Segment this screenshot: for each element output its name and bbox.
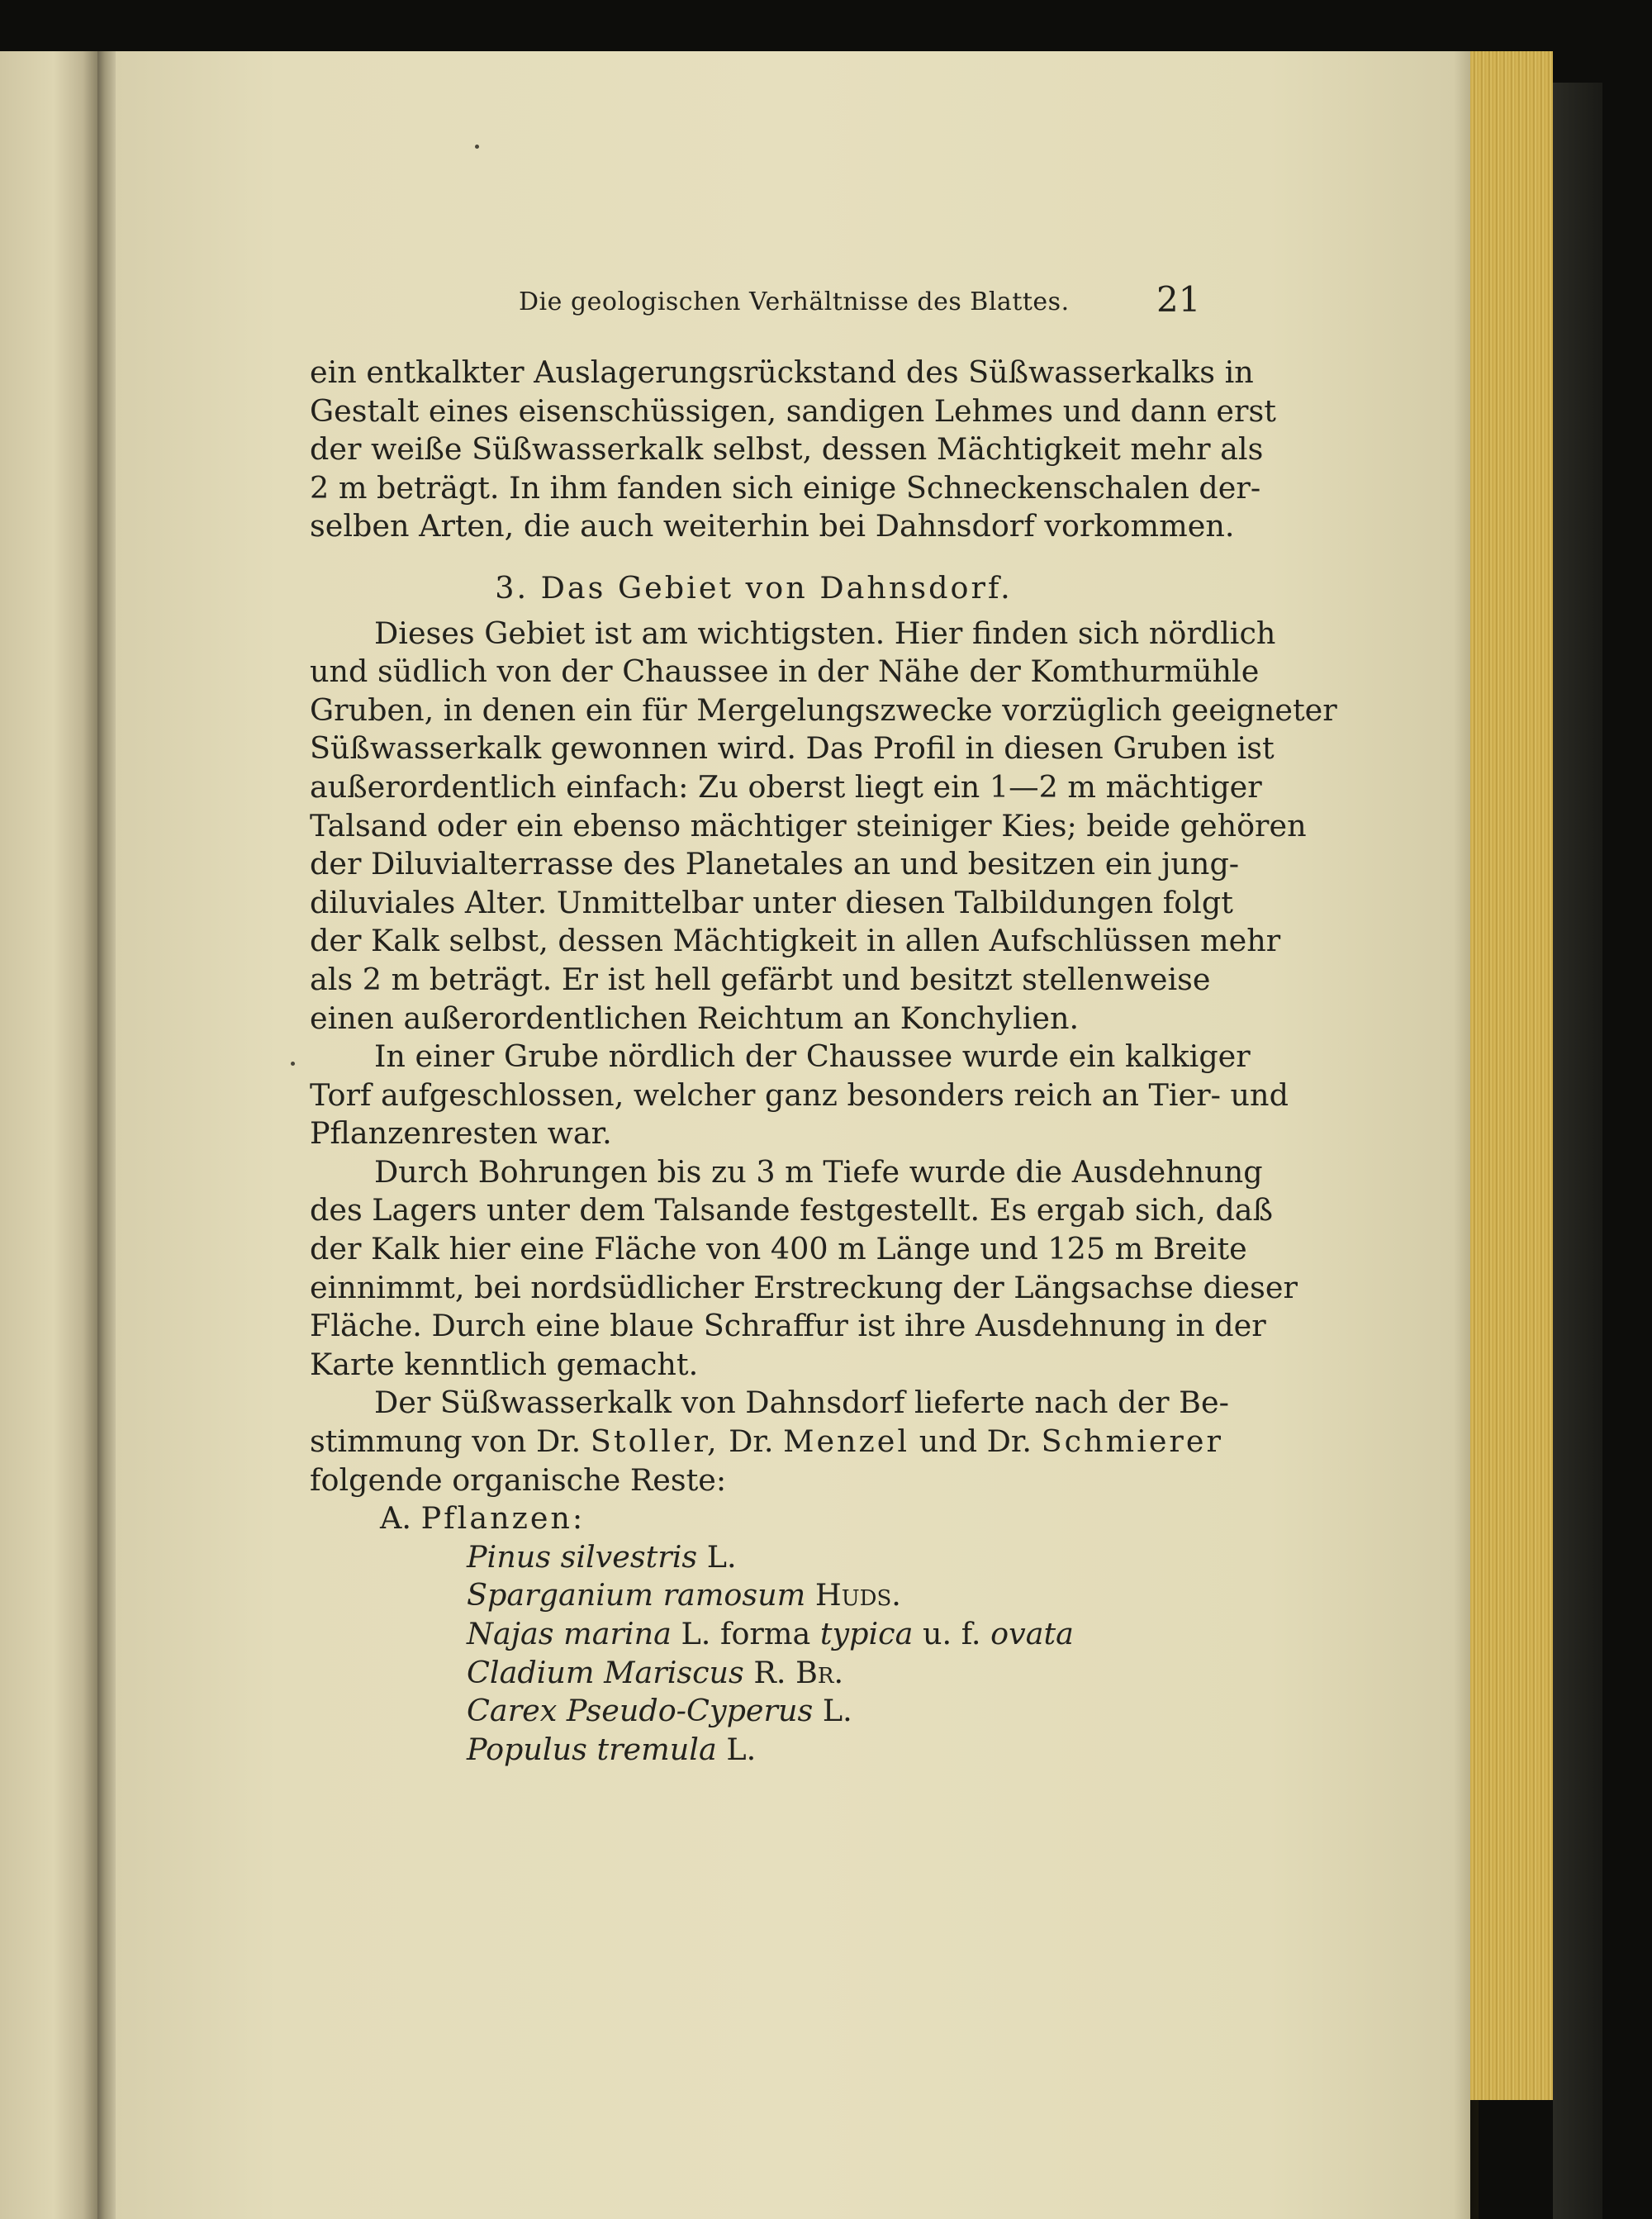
text-line: Karte kenntlich gemacht. (310, 1346, 699, 1382)
species-author: L. (822, 1693, 852, 1729)
section-heading: 3. Das Gebiet von Dahnsdorf. (495, 569, 1013, 606)
species-author: L. (681, 1616, 711, 1651)
text-line: Der Süßwasserkalk von Dahnsdorf lieferte nach der Be- (374, 1385, 1229, 1421)
species-name: Cladium Mariscus (467, 1654, 744, 1690)
text-line: Gestalt eines eisenschüssigen, sandigen Lehmes und dann erst (310, 392, 1276, 429)
species-name: Sparganium ramosum (467, 1577, 806, 1613)
text-line: diluviales Alter. Unmittelbar unter diesen Talbildungen folgt (310, 884, 1233, 920)
text-line: der Kalk hier eine Fläche von 400 m Länge und 125 m Breite (310, 1231, 1247, 1267)
species-author: L. (706, 1538, 737, 1575)
page-body (310, 354, 1337, 1769)
text-line: Talsand oder ein ebenso mächtiger steiniger Kies; beide gehören (310, 807, 1307, 843)
plant-entry (310, 1538, 1198, 1577)
text-line: Gruben, in denen ein für Mergelungszwecke vorzüglich geeigneter (310, 691, 1337, 728)
species-name: Populus tremula (467, 1731, 717, 1767)
text-line: einnimmt, bei nordsüdlicher Erstreckung der Längsachse dieser (310, 1269, 1298, 1305)
book-cover-edge (1553, 83, 1602, 2219)
plant-entry (310, 1615, 1198, 1654)
text-line: einen außerordentlichen Reichtum an Konchylien. (310, 1000, 1080, 1036)
gilded-page-edges (1470, 51, 1553, 2100)
text-line (310, 1423, 1223, 1461)
text-line: der Kalk selbst, dessen Mächtigkeit in allen Aufschlüssen mehr (310, 923, 1281, 959)
species-author: Huds. (814, 1577, 901, 1613)
print-speck (475, 145, 479, 149)
text-line: Torf aufgeschlossen, welcher ganz besonders reich an Tier- und (310, 1076, 1289, 1113)
text-fragment: stimmung von Dr. (310, 1423, 582, 1460)
text-line: Dieses Gebiet ist am wichtigsten. Hier finden sich nördlich (374, 615, 1276, 651)
species-author: R. Br. (753, 1654, 844, 1690)
species-name: Carex Pseudo-Cyperus (467, 1693, 814, 1729)
text-line: folgende organische Reste: (310, 1461, 727, 1498)
page-number: 21 (1156, 279, 1201, 320)
list-letter: A. (380, 1500, 411, 1537)
text-line: Durch Bohrungen bis zu 3 m Tiefe wurde die Ausdehnung (374, 1153, 1263, 1190)
text-line: ein entkalkter Auslagerungsrückstand des Süßwasserkalks in (310, 354, 1254, 390)
text-fragment: Dr. (729, 1423, 774, 1460)
list-heading (310, 1499, 1198, 1538)
left-page-edge (0, 51, 97, 2219)
plant-entry (310, 1692, 1198, 1731)
text-line: der weiße Süßwasserkalk selbst, dessen Mächtigkeit mehr als (310, 431, 1264, 468)
list-label: Pflanzen: (420, 1500, 586, 1537)
species-name: Najas marina (467, 1616, 672, 1651)
text-line: des Lagers unter dem Talsande festgestellt. Es ergab sich, daß (310, 1192, 1273, 1228)
print-speck (291, 1062, 295, 1066)
species-name: Pinus silvestris (467, 1538, 698, 1575)
text-line: 2 m beträgt. In ihm fanden sich einige Schneckenschalen der- (310, 469, 1261, 506)
running-head: Die geologischen Verhältnisse des Blattes. (519, 287, 1070, 316)
book-gutter (97, 51, 116, 2219)
text-line: als 2 m beträgt. Er ist hell gefärbt und besitzt stellenweise (310, 961, 1211, 997)
text-line: Pflanzenresten war. (310, 1115, 612, 1152)
person-name: Menzel (783, 1423, 910, 1460)
form-name: ovata (990, 1616, 1074, 1651)
species-forms: typica u. f. ovata (819, 1616, 1074, 1651)
species-form: forma (719, 1616, 811, 1651)
person-name: Schmierer (1041, 1423, 1223, 1460)
text-fragment: und Dr. (919, 1423, 1032, 1460)
text-line: selben Arten, die auch weiterhin bei Dahnsdorf vorkommen. (310, 508, 1235, 544)
plant-entry (310, 1731, 1198, 1770)
text-line: und südlich von der Chaussee in der Nähe der Komthurmühle (310, 653, 1260, 690)
person-name: Stoller, (590, 1423, 719, 1460)
text-line: der Diluvialterrasse des Planetales an und besitzen ein jung- (310, 846, 1240, 882)
text-line: außerordentlich einfach: Zu oberst liegt ein 1—2 m mächtiger (310, 768, 1262, 805)
form-name: typica (819, 1616, 914, 1651)
text-line: Süßwasserkalk gewonnen wird. Das Profil in diesen Gruben ist (310, 730, 1275, 767)
plant-entry (310, 1576, 1198, 1615)
plant-entry (310, 1654, 1198, 1693)
text-line: In einer Grube nördlich der Chaussee wurde ein kalkiger (374, 1038, 1251, 1075)
text-line: Fläche. Durch eine blaue Schraffur ist ihre Ausdehnung in der (310, 1308, 1266, 1344)
species-author: L. (726, 1731, 757, 1767)
